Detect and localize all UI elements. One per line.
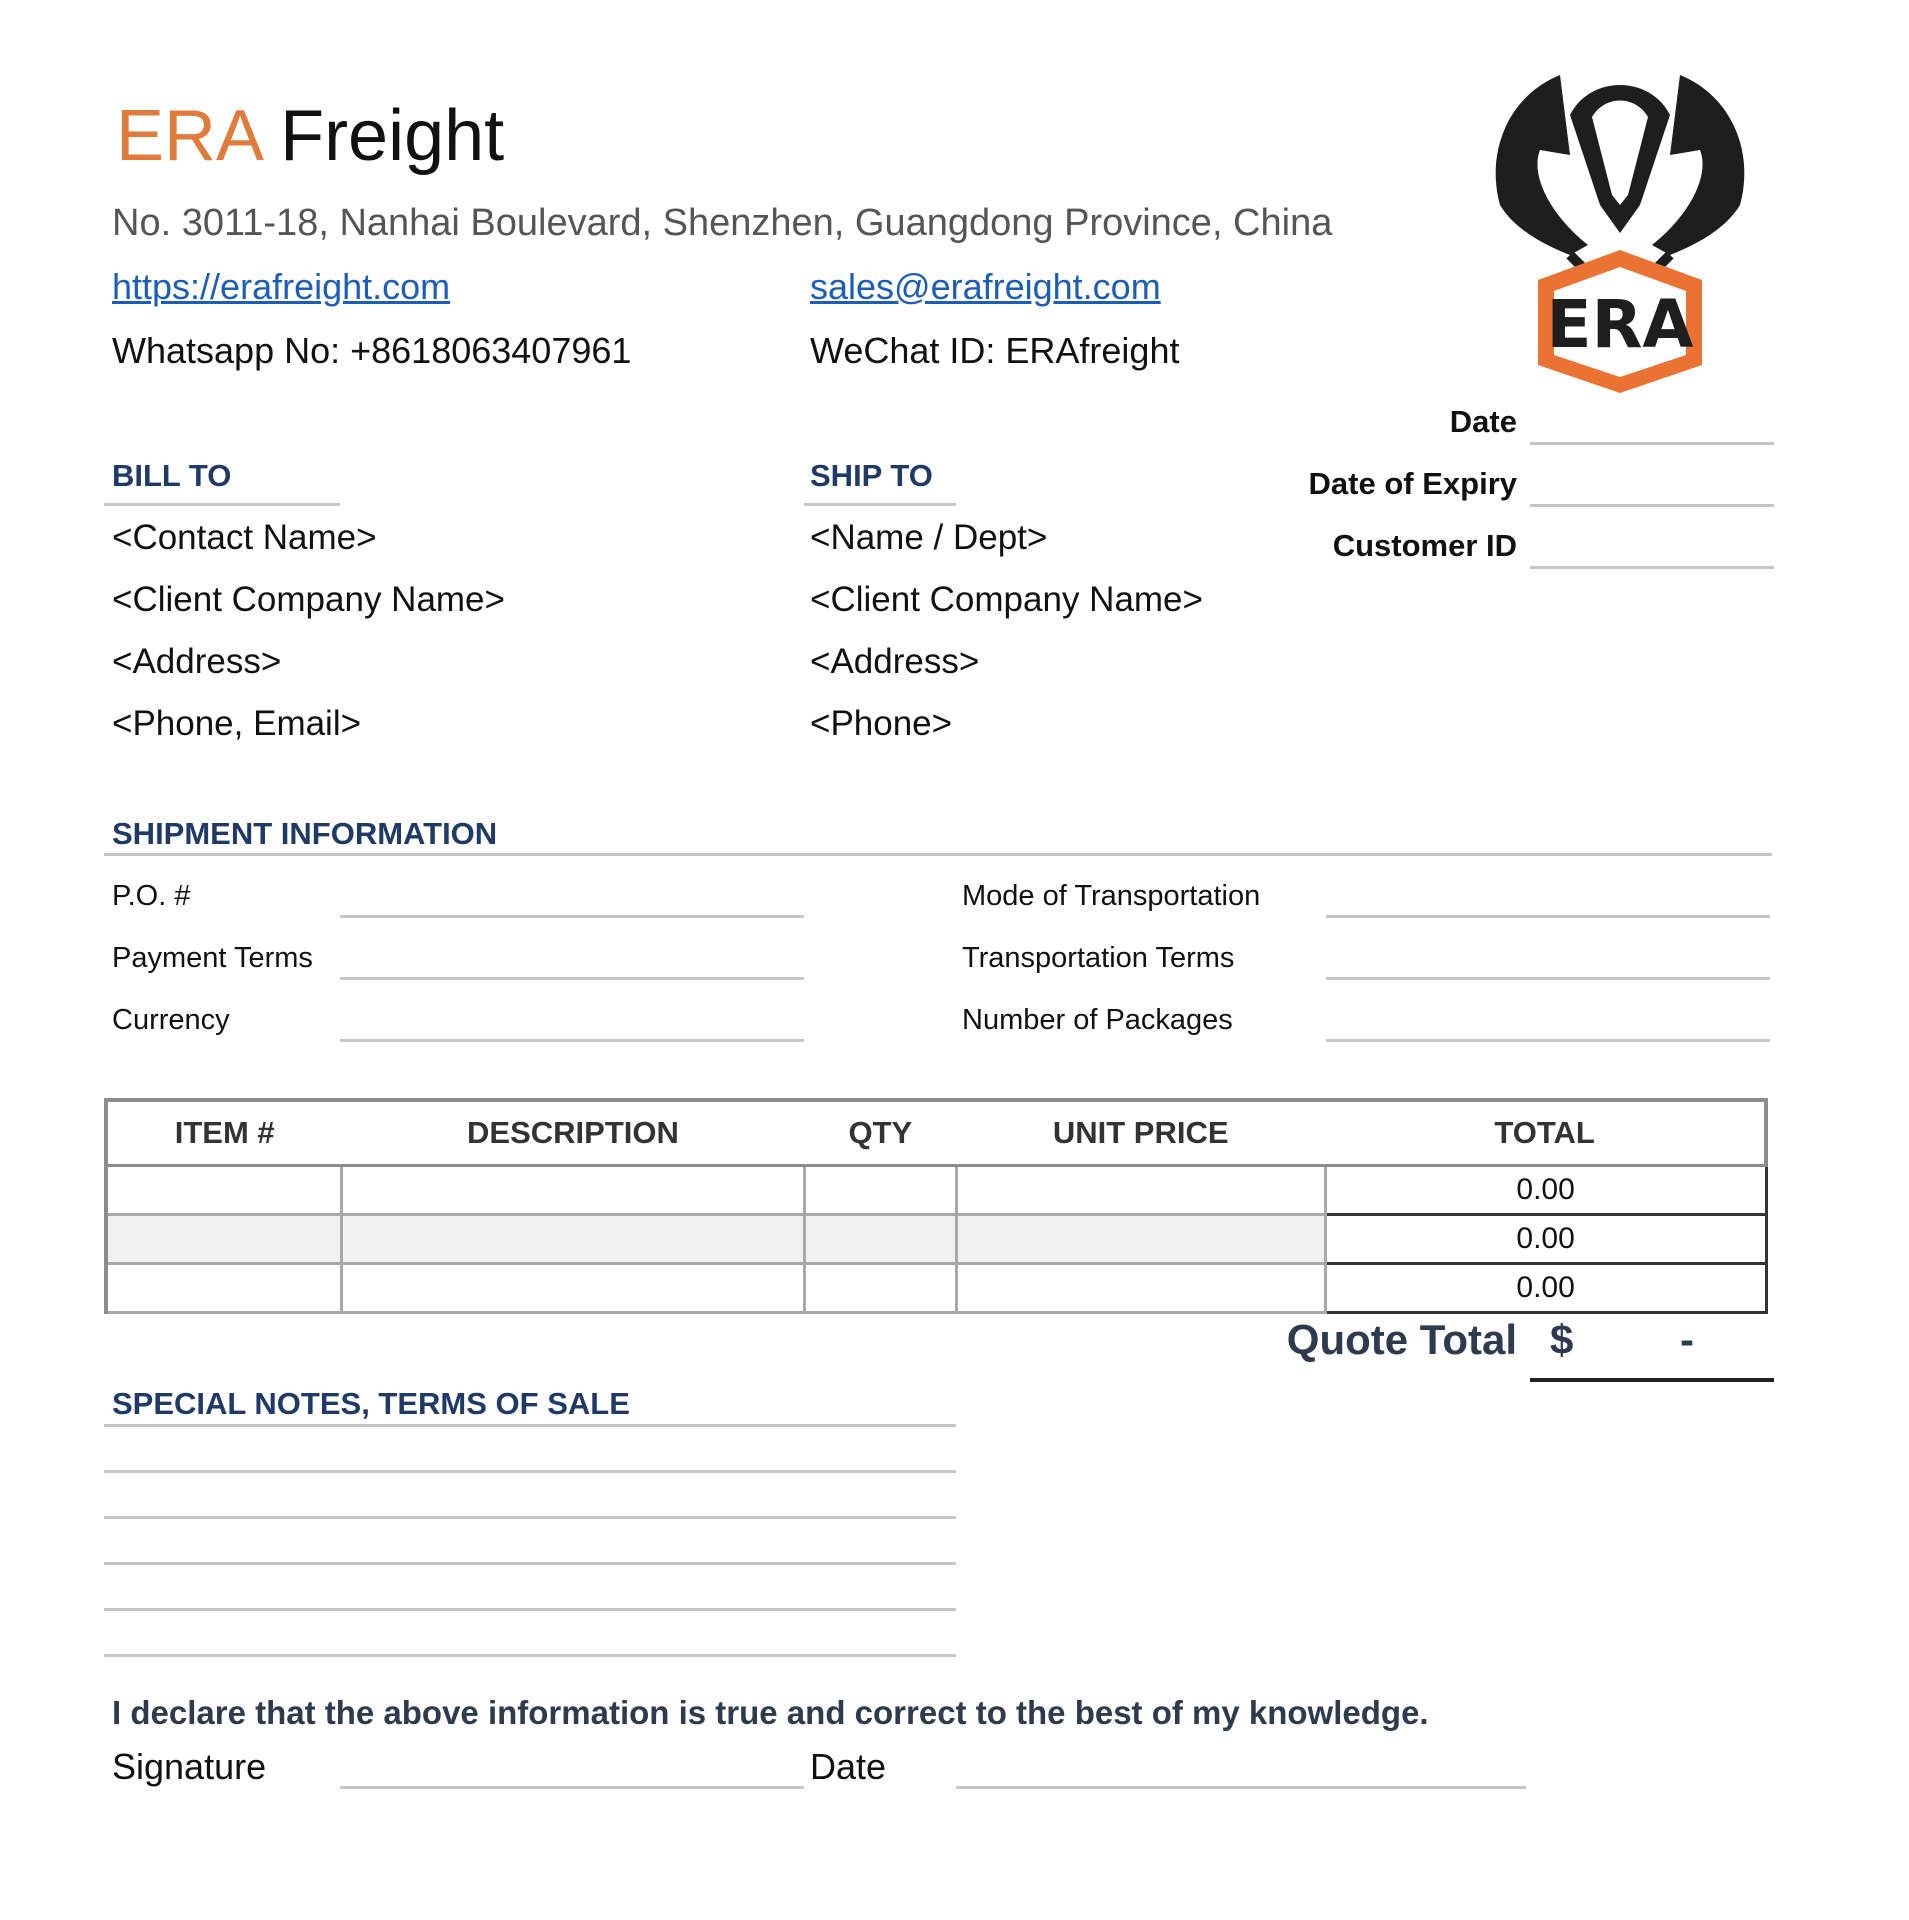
bill-to-company-name[interactable]: <Client Company Name> bbox=[112, 580, 505, 619]
logo-text: ERA bbox=[1546, 286, 1694, 363]
currency-field[interactable] bbox=[340, 1039, 804, 1042]
po-number-label: P.O. # bbox=[112, 880, 191, 912]
date-field[interactable] bbox=[1530, 442, 1774, 445]
company-name-part1: ERA bbox=[116, 96, 261, 176]
date-of-expiry-field[interactable] bbox=[1530, 504, 1774, 507]
signature-date-label: Date bbox=[810, 1746, 887, 1787]
number-of-packages-label: Number of Packages bbox=[962, 1004, 1233, 1036]
quote-total-rule bbox=[1530, 1378, 1774, 1382]
notes-line[interactable] bbox=[104, 1516, 956, 1519]
bill-to-contact-name[interactable]: <Contact Name> bbox=[112, 518, 377, 557]
number-of-packages-field[interactable] bbox=[1326, 1039, 1770, 1042]
unit-price-cell[interactable] bbox=[956, 1264, 1325, 1313]
bill-to-address[interactable]: <Address> bbox=[112, 642, 282, 681]
ship-to-rule bbox=[804, 503, 956, 506]
shipment-info-heading: SHIPMENT INFORMATION bbox=[112, 816, 498, 851]
item-number-cell[interactable] bbox=[106, 1264, 341, 1313]
description-cell[interactable] bbox=[341, 1264, 804, 1313]
unit-price-cell[interactable] bbox=[956, 1166, 1325, 1215]
items-header-row bbox=[106, 1100, 1766, 1166]
whatsapp-number: Whatsapp No: +8618063407961 bbox=[112, 330, 632, 371]
customer-id-label: Customer ID bbox=[1332, 528, 1517, 563]
ship-to-name-dept[interactable]: <Name / Dept> bbox=[810, 518, 1048, 557]
bill-to-rule bbox=[104, 503, 340, 506]
item-number-cell[interactable] bbox=[106, 1166, 341, 1215]
company-name bbox=[116, 96, 505, 176]
currency-label: Currency bbox=[112, 1004, 230, 1036]
quote-total-currency: $ bbox=[1550, 1316, 1574, 1363]
bill-to-phone-email[interactable]: <Phone, Email> bbox=[112, 704, 362, 743]
col-unit-price: UNIT PRICE bbox=[956, 1100, 1325, 1166]
table-row bbox=[106, 1215, 1766, 1264]
qty-cell[interactable] bbox=[805, 1264, 957, 1313]
total-cell: 0.00 bbox=[1325, 1264, 1766, 1313]
mode-of-transportation-field[interactable] bbox=[1326, 915, 1770, 918]
bill-to-heading: BILL TO bbox=[112, 458, 232, 493]
era-logo bbox=[1470, 55, 1770, 405]
signature-label: Signature bbox=[112, 1746, 267, 1787]
email-link[interactable]: sales@erafreight.com bbox=[810, 266, 1161, 307]
company-name-part2: Freight bbox=[280, 96, 505, 176]
wechat-id: WeChat ID: ERAfreight bbox=[810, 330, 1180, 371]
mode-of-transportation-label: Mode of Transportation bbox=[962, 880, 1261, 912]
quote-total-label: Quote Total bbox=[1286, 1316, 1517, 1363]
ship-to-address[interactable]: <Address> bbox=[810, 642, 980, 681]
ship-to-phone[interactable]: <Phone> bbox=[810, 704, 953, 743]
notes-line[interactable] bbox=[104, 1608, 956, 1611]
total-cell: 0.00 bbox=[1325, 1215, 1766, 1264]
notes-line[interactable] bbox=[104, 1654, 956, 1657]
notes-line[interactable] bbox=[104, 1470, 956, 1473]
shipment-info-rule bbox=[104, 853, 1772, 856]
item-number-cell[interactable] bbox=[106, 1215, 341, 1264]
table-row bbox=[106, 1264, 1766, 1313]
signature-date-field[interactable] bbox=[956, 1786, 1526, 1789]
table-row bbox=[106, 1166, 1766, 1215]
transportation-terms-field[interactable] bbox=[1326, 977, 1770, 980]
items-table bbox=[104, 1098, 1768, 1314]
notes-line[interactable] bbox=[104, 1562, 956, 1565]
col-item-number: ITEM # bbox=[106, 1100, 341, 1166]
col-qty: QTY bbox=[805, 1100, 957, 1166]
po-number-field[interactable] bbox=[340, 915, 804, 918]
col-total: TOTAL bbox=[1325, 1100, 1766, 1166]
description-cell[interactable] bbox=[341, 1166, 804, 1215]
payment-terms-label: Payment Terms bbox=[112, 942, 313, 974]
declaration-text: I declare that the above information is true and correct to the best of my knowledge. bbox=[112, 1694, 1429, 1731]
signature-field[interactable] bbox=[340, 1786, 804, 1789]
special-notes-heading: SPECIAL NOTES, TERMS OF SALE bbox=[112, 1386, 630, 1421]
qty-cell[interactable] bbox=[805, 1215, 957, 1264]
total-cell: 0.00 bbox=[1325, 1166, 1766, 1215]
company-address: No. 3011-18, Nanhai Boulevard, Shenzhen, Guangdong Province, China bbox=[112, 202, 1333, 244]
payment-terms-field[interactable] bbox=[340, 977, 804, 980]
ship-to-company-name[interactable]: <Client Company Name> bbox=[810, 580, 1203, 619]
qty-cell[interactable] bbox=[805, 1166, 957, 1215]
ship-to-heading: SHIP TO bbox=[810, 458, 933, 493]
website-link[interactable]: https://erafreight.com bbox=[112, 266, 451, 307]
date-of-expiry-label: Date of Expiry bbox=[1308, 466, 1517, 501]
transportation-terms-label: Transportation Terms bbox=[962, 942, 1235, 974]
date-label: Date bbox=[1449, 404, 1517, 439]
col-description: DESCRIPTION bbox=[341, 1100, 804, 1166]
unit-price-cell[interactable] bbox=[956, 1215, 1325, 1264]
notes-rule bbox=[104, 1424, 956, 1427]
customer-id-field[interactable] bbox=[1530, 566, 1774, 569]
quote-total-value: - bbox=[1680, 1316, 1694, 1363]
description-cell[interactable] bbox=[341, 1215, 804, 1264]
